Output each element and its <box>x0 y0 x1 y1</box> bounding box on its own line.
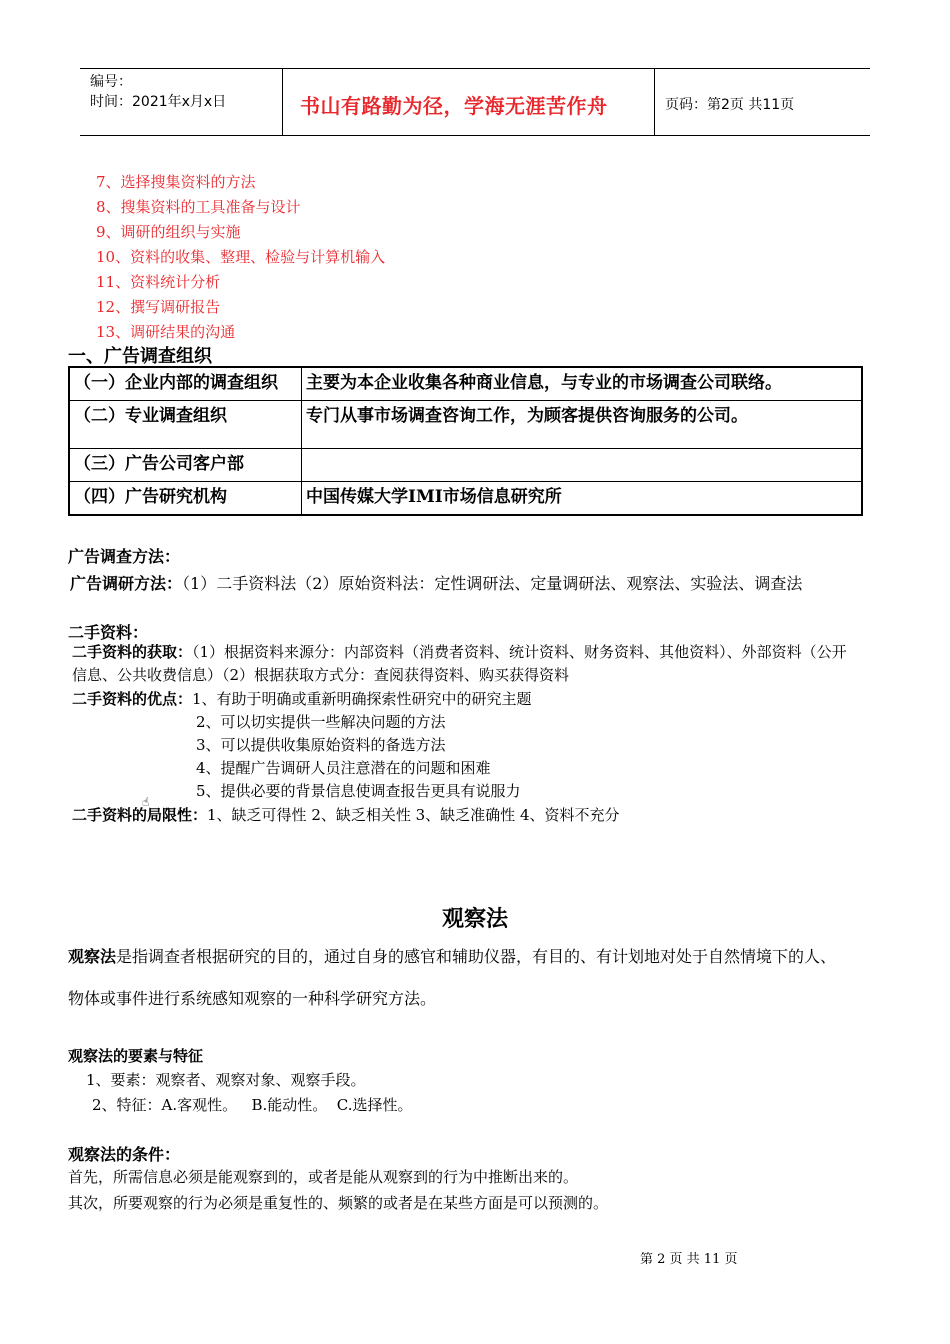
definition-text-cont: 物体或事件进行系统感知观察的一种科学研究方法。 <box>68 989 437 1008</box>
list-item: 2、可以切实提供一些解决问题的方法 <box>196 713 446 731</box>
elements-line: 1、要素：观察者、观察对象、观察手段。 <box>86 1071 366 1089</box>
table-row <box>69 367 862 400</box>
observation-definition <box>68 944 878 967</box>
cursor-hand-icon: ☝ <box>142 795 150 809</box>
methods-heading: 广告调查方法： <box>68 547 181 566</box>
list-item: 9、调研的组织与实施 <box>96 223 241 241</box>
definition-term: 观察法 <box>68 947 117 966</box>
header-divider <box>282 68 283 135</box>
org-heading: 一、广告调查组织 <box>68 346 212 367</box>
list-item: 12、撰写调研报告 <box>96 298 221 316</box>
header-divider <box>654 68 655 135</box>
list-item: 1、有助于明确或重新明确探索性研究中的研究主题 <box>192 690 532 708</box>
org-desc-cell: 专门从事市场调查咨询工作，为顾客提供咨询服务的公司。 <box>302 400 863 448</box>
methods-text: （1）二手资料法（2）原始资料法：定性调研法、定量调研法、观察法、实验法、调查法 <box>182 574 803 593</box>
org-name-cell: （四）广告研究机构 <box>69 481 302 515</box>
acquisition-text: （1）根据资料来源分：内部资料（消费者资料、统计资料、财务资料、其他资料）、外部资料（公开 <box>192 643 847 661</box>
observation-title: 观察法 <box>441 907 508 932</box>
header-page-label: 页码：第2页 共11页 <box>665 97 795 113</box>
methods-label: 广告调研方法： <box>70 574 183 593</box>
code-label: 编号： <box>90 74 132 90</box>
acquisition-label: 二手资料的获取： <box>72 643 193 661</box>
advantages-label: 二手资料的优点： <box>72 690 193 708</box>
list-item: 10、资料的收集、整理、检验与计算机输入 <box>96 248 386 266</box>
steps-list <box>96 170 385 345</box>
limitations-text: 1、缺乏可得性 2、缺乏相关性 3、缺乏准确性 4、资料不充分 <box>207 806 620 824</box>
org-name-cell: （一）企业内部的调查组织 <box>69 367 302 400</box>
org-desc-cell <box>302 448 863 481</box>
header-bottom-rule <box>80 135 870 136</box>
list-item: 11、资料统计分析 <box>96 273 221 291</box>
elements-heading: 观察法的要素与特征 <box>68 1047 204 1065</box>
features-line: 2、特征：A.客观性。 B.能动性。 C.选择性。 <box>92 1096 413 1114</box>
definition-text: 是指调查者根据研究的目的，通过自身的感官和辅助仪器，有目的、有计划地对处于自然情境下的人、 <box>116 947 837 966</box>
list-item: 13、调研结果的沟通 <box>96 323 236 341</box>
advantages-first-line <box>72 688 532 709</box>
methods-line <box>70 571 802 594</box>
acquisition-text-cont: 信息、公共收费信息）（2）根据获取方式分：查阅获得资料、购买获得资料 <box>72 666 570 684</box>
org-name-cell: （二）专业调查组织 <box>69 400 302 448</box>
table-row <box>69 448 862 481</box>
header-top-rule <box>80 68 870 69</box>
org-desc-cell: 中国传媒大学IMI市场信息研究所 <box>302 481 863 515</box>
list-item: 7、选择搜集资料的方法 <box>96 173 256 191</box>
limitations-label: 二手资料的局限性： <box>72 806 208 824</box>
condition-first: 首先，所需信息必须是能观察到的，或者是能从观察到的行为中推断出来的。 <box>68 1168 579 1186</box>
condition-second: 其次，所要观察的行为必须是重复性的、频繁的或者是在某些方面是可以预测的。 <box>68 1194 609 1212</box>
list-item: 5、提供必要的背景信息使调查报告更具有说服力 <box>196 782 521 800</box>
header-motto: 书山有路勤为径，学海无涯苦作舟 <box>300 94 608 118</box>
secondary-acquisition <box>72 641 877 687</box>
org-desc-cell: 主要为本企业收集各种商业信息，与专业的市场调查公司联络。 <box>302 367 863 400</box>
list-item: 4、提醒广告调研人员注意潜在的问题和困难 <box>196 759 491 777</box>
time-label: 时间：2021年x月x日 <box>90 94 227 110</box>
page-footer: 第 2 页 共 11 页 <box>640 1252 738 1267</box>
org-table <box>68 366 863 516</box>
limitations-line <box>72 804 620 825</box>
org-name-cell: （三）广告公司客户部 <box>69 448 302 481</box>
table-row <box>69 481 862 515</box>
secondary-heading: 二手资料： <box>68 623 149 642</box>
list-item: 3、可以提供收集原始资料的备选方法 <box>196 736 446 754</box>
list-item: 8、搜集资料的工具准备与设计 <box>96 198 301 216</box>
conditions-heading: 观察法的条件： <box>68 1145 181 1164</box>
header-meta <box>90 72 226 112</box>
table-row <box>69 400 862 448</box>
